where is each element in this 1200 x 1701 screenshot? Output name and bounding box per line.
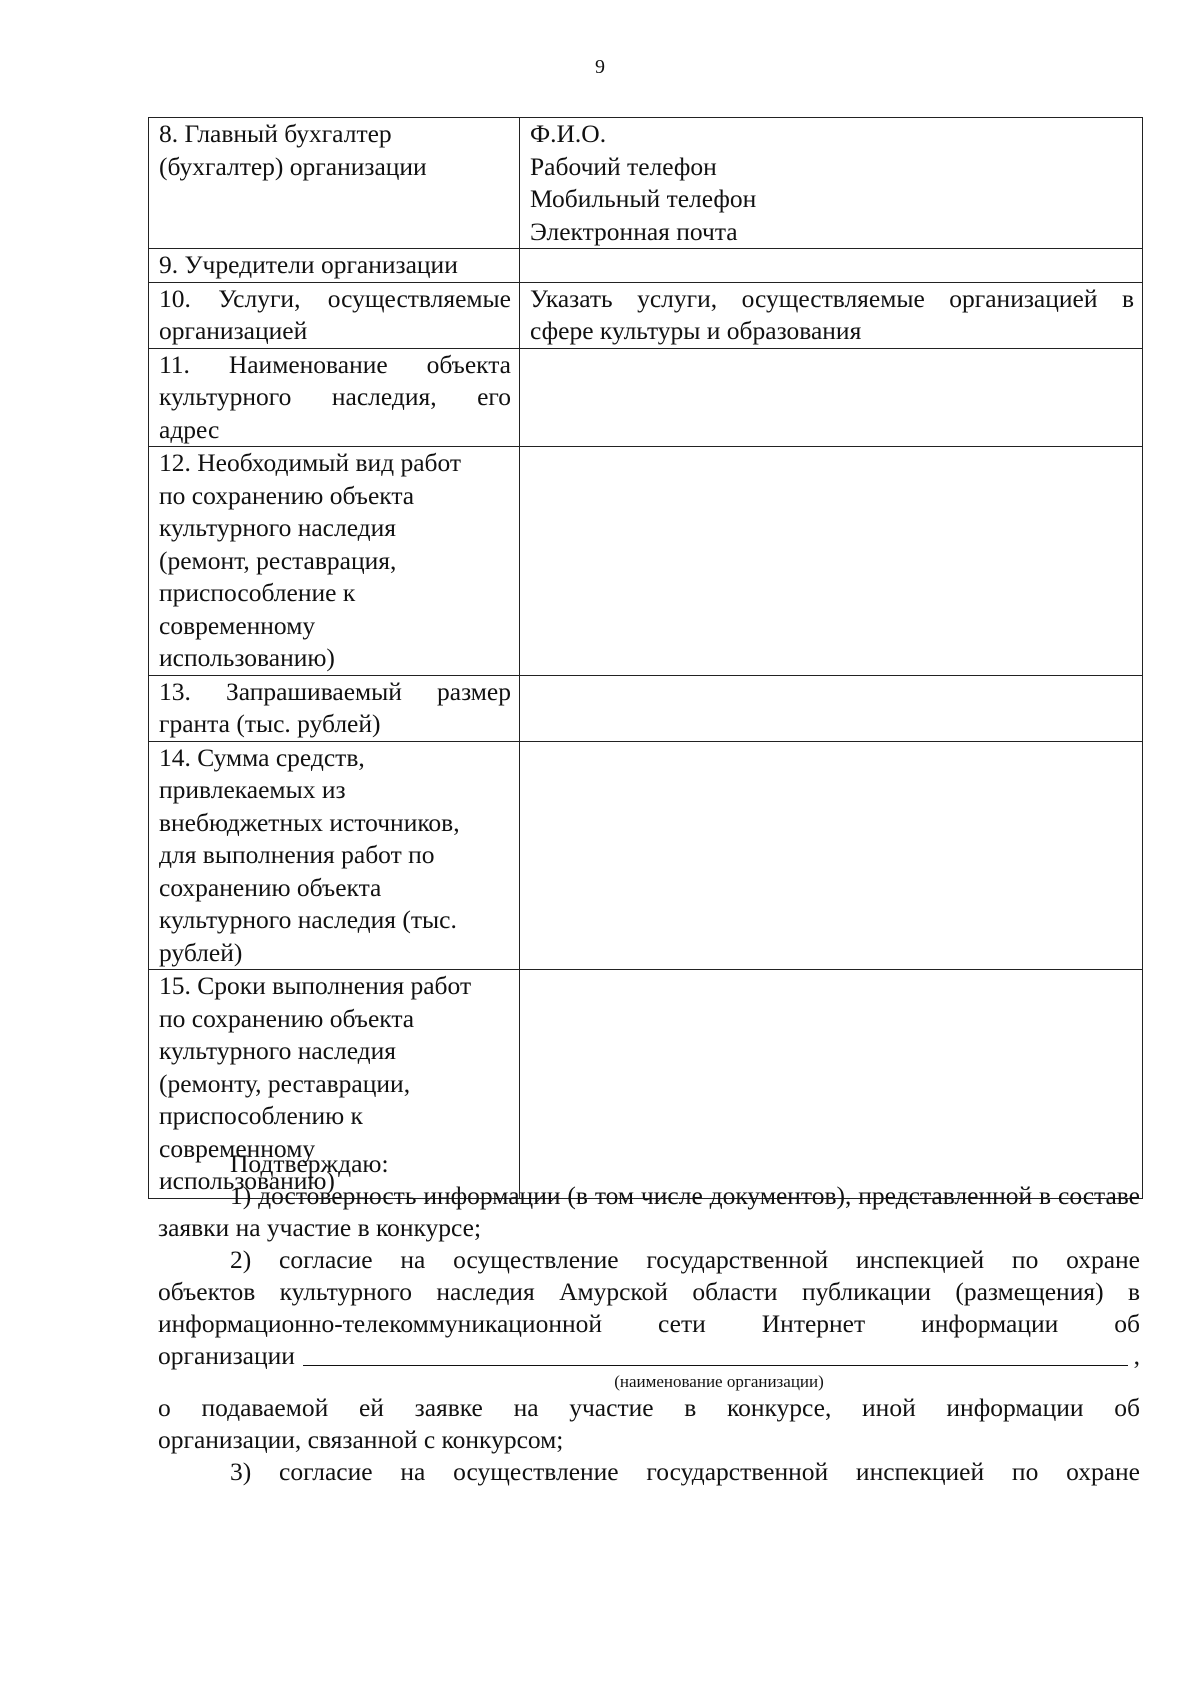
row-value-line: Указать услуги, осуществляемые организацией в <box>530 283 1134 313</box>
row-label-line: современному <box>159 1133 316 1163</box>
confirm-item-2-line-5: о подаваемой ей заявке на участие в конкурсе, иной информации об <box>158 1393 1140 1422</box>
row-label-line: приспособление к <box>159 578 356 607</box>
table-row <box>149 249 1143 283</box>
row-label-line: гранта (тыс. рублей) <box>159 709 381 738</box>
confirmation-section <box>158 1148 1140 1488</box>
row-label-cell <box>149 249 520 283</box>
row-value-cell <box>520 282 1143 348</box>
row-label-line: (ремонт, реставрация, <box>159 545 397 575</box>
row-label-line: 14. Сумма средств, <box>159 742 365 772</box>
organization-label: организации <box>158 1341 295 1370</box>
row-label-line: привлекаемых из <box>159 775 346 804</box>
row-value-line: сфере культуры и образования <box>530 316 862 345</box>
row-label-line: использованию) <box>159 1166 335 1195</box>
confirm-item-2 <box>158 1244 1140 1456</box>
row-label-line: 15. Сроки выполнения работ <box>159 971 472 1000</box>
row-label-cell <box>149 675 520 741</box>
confirm-item-2-line-6: организации, связанной с конкурсом; <box>158 1425 564 1454</box>
row-value-cell[interactable] <box>520 741 1143 970</box>
row-value-cell[interactable] <box>520 675 1143 741</box>
confirm-item-1: 1) достоверность информации (в том числе документов), представленной в составе заявки на участие в конкурсе; <box>158 1181 1140 1242</box>
row-label-line: 10. Услуги, осуществляемые <box>159 283 511 313</box>
row-label-line: культурного наследия, его <box>159 382 511 411</box>
row-value-line: Электронная почта <box>530 216 738 246</box>
row-label-line: культурного наследия (тыс. <box>159 905 457 934</box>
organization-name-line <box>158 1340 1140 1372</box>
row-label-line: 12. Необходимый вид работ <box>159 448 462 477</box>
row-label-cell <box>149 741 520 970</box>
row-value-cell[interactable] <box>520 447 1143 676</box>
confirm-heading: Подтверждаю: <box>230 1149 389 1178</box>
table-row <box>149 447 1143 676</box>
table-row <box>149 675 1143 741</box>
table-row <box>149 118 1143 249</box>
organization-name-caption: (наименование организации) <box>614 1372 824 1391</box>
table-row <box>149 348 1143 447</box>
application-form-table <box>148 117 1143 1199</box>
row-value-line: Рабочий телефон <box>530 151 717 181</box>
confirm-item-2-line-3: информационно-телекоммуникационной сети Интернет информации об <box>158 1309 1140 1338</box>
row-label-line: внебюджетных источников, <box>159 807 460 837</box>
row-label-line: 13. Запрашиваемый размер <box>159 676 511 706</box>
organization-comma: , <box>1133 1341 1140 1370</box>
row-value-line: Мобильный телефон <box>530 184 757 213</box>
row-label-line: по сохранению объекта <box>159 480 415 510</box>
confirm-item-2-line-1: 2) согласие на осуществление государственной инспекцией по охране <box>230 1245 1140 1274</box>
confirm-item-2-line-2: объектов культурного наследия Амурской области публикации (размещения) в <box>158 1277 1140 1306</box>
row-label-cell <box>149 348 520 447</box>
row-value-line: Ф.И.О. <box>530 119 607 148</box>
row-label-cell <box>149 118 520 249</box>
organization-name-blank[interactable] <box>303 1364 1128 1366</box>
confirm-item-3: 3) согласие на осуществление государственной инспекцией по охране <box>230 1457 1140 1486</box>
row-label-line: 8. Главный бухгалтер <box>159 119 392 148</box>
row-label-cell <box>149 282 520 348</box>
row-label-line: использованию) <box>159 643 335 672</box>
row-label-line: культурного наследия <box>159 513 397 542</box>
row-label-line: адрес <box>159 414 220 444</box>
row-label-line: по сохранению объекта <box>159 1003 415 1033</box>
row-label-line: сохранению объекта <box>159 872 382 902</box>
table-row <box>149 741 1143 970</box>
row-label-line: рублей) <box>159 937 243 967</box>
row-label-line: культурного наследия <box>159 1036 397 1065</box>
row-label-line: современному <box>159 610 316 640</box>
row-label-line: приспособлению к <box>159 1101 363 1130</box>
row-label-line: 11. Наименование объекта <box>159 349 511 379</box>
page-number: 9 <box>595 56 605 78</box>
row-label-line: 9. Учредители организации <box>159 250 458 279</box>
row-label-line: (бухгалтер) организации <box>159 151 427 181</box>
row-value-cell[interactable] <box>520 348 1143 447</box>
row-label-line: для выполнения работ по <box>159 840 435 869</box>
row-label-line: (ремонту, реставрации, <box>159 1068 411 1098</box>
row-value-cell <box>520 118 1143 249</box>
row-label-line: организацией <box>159 316 308 345</box>
row-label-cell <box>149 447 520 676</box>
table-row <box>149 282 1143 348</box>
row-value-cell[interactable] <box>520 249 1143 283</box>
